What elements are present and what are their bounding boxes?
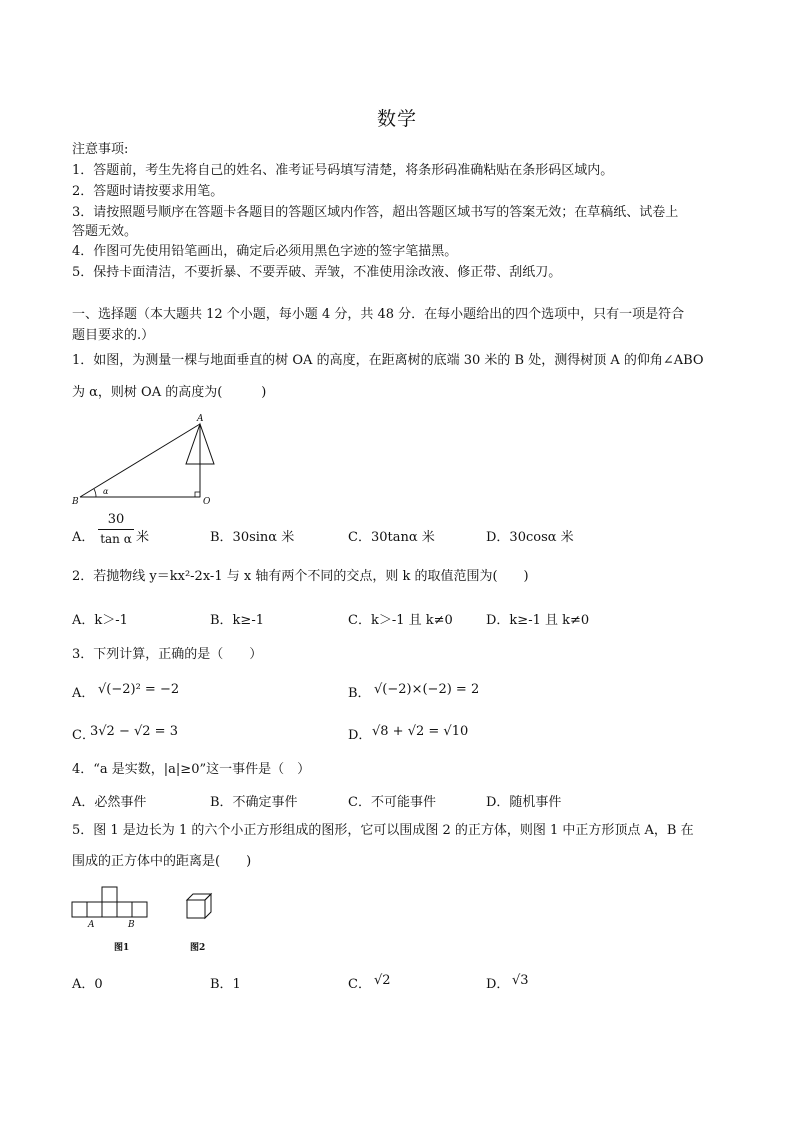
q1-option-a-label[interactable]: A． (72, 530, 95, 545)
q5-label-a: A (88, 920, 95, 930)
q4-stem: 4．“a 是实数，|a|≥0”这一事件是（ ） (72, 762, 311, 777)
q1-option-b[interactable]: B．30sinα 米 (210, 530, 295, 545)
notice-item-3: 3．请按照题号顺序在答题卡各题目的答题区域内作答，超出答题区域书写的答案无效；在草稿纸、试卷上 (72, 205, 679, 220)
q2-option-b[interactable]: B．k≥-1 (210, 613, 264, 628)
page-title: 数学 (376, 108, 417, 130)
q1-option-a-fraction (98, 512, 134, 546)
q5-option-a[interactable]: A．0 (72, 977, 103, 992)
q3-option-a-math: √(−2)² = −2 (98, 682, 180, 697)
q3-option-b-math: √(−2)×(−2) = 2 (374, 682, 480, 697)
q2-stem: 2．若抛物线 y＝kx²-2x-1 与 x 轴有两个不同的交点，则 k 的取值范围为( ) (72, 569, 529, 584)
fraction-bar (98, 529, 134, 530)
q5-cube-figure (186, 893, 216, 923)
q5-option-c-math: √2 (374, 973, 391, 988)
q5-stem: 5．图 1 是边长为 1 的六个小正方形组成的图形，它可以围成图 2 的正方体，则图 1 中正方形顶点 A，B 在 (72, 823, 694, 838)
q3-option-c-math: 3√2 − √2 = 3 (90, 724, 178, 739)
q5-option-b[interactable]: B．1 (210, 977, 241, 992)
q5-option-d-label[interactable]: D． (486, 977, 510, 992)
q3-option-d-label[interactable]: D． (348, 728, 372, 743)
q1-option-a-denominator: tan α (100, 532, 132, 546)
q5-label-b: B (128, 920, 135, 930)
notice-item-4: 4．作图可先使用铅笔画出，确定后必须用黑色字迹的签字笔描黑。 (72, 244, 458, 259)
q4-option-d[interactable]: D．随机事件 (486, 795, 562, 810)
q5-fig2-caption: 图2 (190, 943, 206, 953)
q3-stem: 3．下列计算，正确的是（ ） (72, 647, 263, 662)
notice-heading: 注意事项: (72, 142, 129, 157)
q1-stem: 1．如图，为测量一棵与地面垂直的树 OA 的高度，在距离树的底端 30 米的 B 处，测得树顶 A 的仰角∠ABO (72, 353, 704, 368)
q3-option-d-math: √8 + √2 = √10 (372, 724, 469, 739)
q1-option-a-numerator: 30 (107, 512, 125, 527)
q2-option-d[interactable]: D．k≥-1 且 k≠0 (486, 613, 590, 628)
q1-option-a-unit: 米 (136, 530, 150, 545)
q1-option-c[interactable]: C．30tanα 米 (348, 530, 435, 545)
q5-fig1-caption: 图1 (114, 943, 130, 953)
notice-item-3-cont: 答题无效。 (72, 224, 138, 239)
q5-option-d-math: √3 (512, 973, 529, 988)
q1-option-d[interactable]: D．30cosα 米 (486, 530, 574, 545)
q5-stem-cont: 围成的正方体中的距离是( ) (72, 854, 252, 869)
q2-option-a[interactable]: A．k＞-1 (72, 613, 128, 628)
q3-option-b-label[interactable]: B． (348, 686, 371, 701)
q4-option-b[interactable]: B．不确定事件 (210, 795, 298, 810)
q1-label-b: B (72, 497, 79, 507)
q3-option-a-label[interactable]: A． (72, 686, 95, 701)
q5-option-c-label[interactable]: C． (348, 977, 371, 992)
section1-heading: 一、选择题（本大题共 12 个小题，每小题 4 分，共 48 分．在每小题给出的四个选项中，只有一项是符合 (72, 307, 685, 322)
notice-item-5: 5．保持卡面清洁，不要折暴、不要弄破、弄皱，不准使用涂改液、修正带、刮纸刀。 (72, 265, 562, 280)
q4-option-a[interactable]: A．必然事件 (72, 795, 147, 810)
q1-tree-figure (70, 412, 220, 512)
section1-heading-cont: 题目要求的.） (72, 328, 155, 343)
q4-option-c[interactable]: C．不可能事件 (348, 795, 436, 810)
q2-option-c[interactable]: C．k＞-1 且 k≠0 (348, 613, 453, 628)
q1-stem-cont: 为 α，则树 OA 的高度为( ) (72, 385, 267, 400)
q1-label-alpha: α (103, 487, 109, 496)
notice-item-2: 2．答题时请按要求用笔。 (72, 184, 224, 199)
notice-item-1: 1．答题前，考生先将自己的姓名、准考证号码填写清楚，将条形码准确粘贴在条形码区域内。 (72, 163, 614, 178)
q1-label-o: O (203, 497, 211, 507)
q5-cube-net-figure (72, 884, 152, 934)
q3-option-c-label[interactable]: C． (72, 728, 95, 743)
q1-label-a: A (197, 414, 204, 424)
